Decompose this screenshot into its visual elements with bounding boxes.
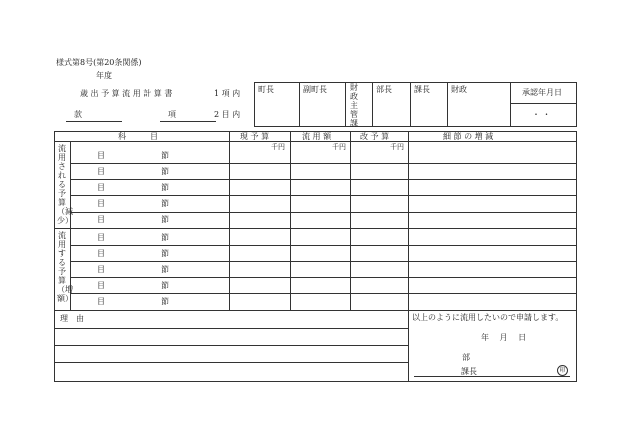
group-label-increase: 流用する予算（増額） bbox=[57, 231, 73, 303]
approval-finance-manager: 財政主管課 bbox=[350, 83, 358, 128]
approval-mayor: 町長 bbox=[258, 85, 274, 94]
row-moku: 目 bbox=[97, 167, 105, 176]
row-moku: 目 bbox=[97, 249, 105, 258]
row-moku: 目 bbox=[97, 151, 105, 160]
kan-underline bbox=[66, 121, 122, 122]
row-moku: 目 bbox=[97, 233, 105, 242]
col-header-item: 科 目 bbox=[118, 132, 158, 141]
col-header-detail: 細 節 の 増 減 bbox=[443, 132, 494, 141]
department-label: 部 bbox=[462, 353, 470, 362]
unit-current: 千円 bbox=[271, 143, 285, 151]
group-label-decrease: 流用される予算（減少） bbox=[57, 144, 73, 225]
row-moku: 目 bbox=[97, 265, 105, 274]
row-setsu: 節 bbox=[161, 265, 169, 274]
reason-label: 理 由 bbox=[60, 314, 84, 323]
approval-deputy-mayor: 副町長 bbox=[303, 85, 327, 94]
row-setsu: 節 bbox=[161, 167, 169, 176]
fiscal-year-label: 年度 bbox=[96, 71, 112, 80]
chief-label: 課長 bbox=[461, 367, 477, 376]
row2-label: 2 目 内 bbox=[214, 110, 241, 119]
signature-line bbox=[414, 376, 570, 377]
row-moku: 目 bbox=[97, 215, 105, 224]
row-moku: 目 bbox=[97, 297, 105, 306]
row-setsu: 節 bbox=[161, 151, 169, 160]
approval-finance: 財政 bbox=[451, 85, 467, 94]
row-setsu: 節 bbox=[161, 233, 169, 242]
row1-label: 1 項 内 bbox=[214, 89, 241, 98]
col-header-current: 現 予 算 bbox=[240, 132, 270, 141]
row-moku: 目 bbox=[97, 183, 105, 192]
kou-underline bbox=[160, 121, 216, 122]
row-setsu: 節 bbox=[161, 249, 169, 258]
row-setsu: 節 bbox=[161, 199, 169, 208]
row-setsu: 節 bbox=[161, 281, 169, 290]
request-text: 以上のように流用したいので申請します。 bbox=[412, 313, 564, 322]
unit-transfer: 千円 bbox=[332, 143, 346, 151]
kou-label: 項 bbox=[168, 110, 176, 119]
row-setsu: 節 bbox=[161, 183, 169, 192]
document-title: 歳 出 予 算 流 用 計 算 書 bbox=[80, 89, 173, 98]
request-date: 年 月 日 bbox=[481, 333, 527, 342]
row-setsu: 節 bbox=[161, 215, 169, 224]
seal-icon: 印 bbox=[557, 365, 568, 376]
approval-section-chief: 課長 bbox=[414, 85, 430, 94]
col-header-transfer: 流 用 額 bbox=[302, 132, 332, 141]
unit-revised: 千円 bbox=[390, 143, 404, 151]
approval-date-label: 承認年月日 bbox=[522, 88, 562, 97]
row-moku: 目 bbox=[97, 281, 105, 290]
row-setsu: 節 bbox=[161, 297, 169, 306]
approval-department-head: 部長 bbox=[376, 85, 392, 94]
kan-label: 款 bbox=[74, 110, 82, 119]
form-number: 様式第8号(第20条関係) bbox=[56, 58, 142, 67]
row-moku: 目 bbox=[97, 199, 105, 208]
col-header-revised: 改 予 算 bbox=[360, 132, 390, 141]
approval-date-value: ・ ・ bbox=[532, 110, 551, 119]
